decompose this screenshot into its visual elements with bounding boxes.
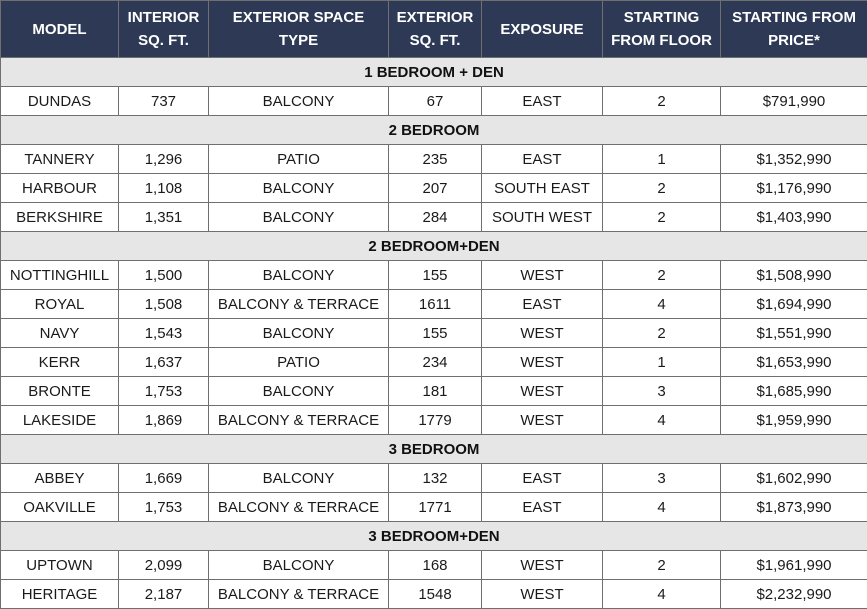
- cell-exterior-type: BALCONY & TERRACE: [209, 580, 389, 609]
- cell-exterior-sqft: 234: [389, 348, 482, 377]
- table-row: [1, 87, 867, 116]
- cell-model: DUNDAS: [1, 87, 119, 116]
- cell-interior-sqft: 1,500: [119, 261, 209, 290]
- cell-exterior-sqft: 155: [389, 261, 482, 290]
- header-model: MODEL: [1, 1, 119, 58]
- cell-exposure: WEST: [482, 580, 603, 609]
- cell-model: NAVY: [1, 319, 119, 348]
- cell-model: TANNERY: [1, 145, 119, 174]
- cell-floor: 2: [603, 319, 721, 348]
- section-header-row: [1, 435, 867, 464]
- section-header-row: [1, 522, 867, 551]
- cell-exterior-type: BALCONY: [209, 203, 389, 232]
- cell-exterior-sqft: 235: [389, 145, 482, 174]
- cell-price: $1,873,990: [721, 493, 867, 522]
- cell-model: UPTOWN: [1, 551, 119, 580]
- cell-interior-sqft: 1,753: [119, 377, 209, 406]
- table-row: [1, 580, 867, 609]
- cell-exterior-type: BALCONY: [209, 464, 389, 493]
- cell-interior-sqft: 1,508: [119, 290, 209, 319]
- cell-price: $791,990: [721, 87, 867, 116]
- cell-exterior-sqft: 155: [389, 319, 482, 348]
- cell-exterior-type: BALCONY & TERRACE: [209, 290, 389, 319]
- cell-interior-sqft: 737: [119, 87, 209, 116]
- cell-floor: 2: [603, 174, 721, 203]
- cell-exterior-type: BALCONY & TERRACE: [209, 406, 389, 435]
- cell-price: $1,403,990: [721, 203, 867, 232]
- cell-price: $2,232,990: [721, 580, 867, 609]
- cell-price: $1,176,990: [721, 174, 867, 203]
- cell-exposure: WEST: [482, 261, 603, 290]
- cell-exterior-sqft: 1548: [389, 580, 482, 609]
- cell-exposure: WEST: [482, 377, 603, 406]
- cell-exterior-type: BALCONY: [209, 87, 389, 116]
- cell-exterior-type: BALCONY & TERRACE: [209, 493, 389, 522]
- cell-exterior-type: PATIO: [209, 348, 389, 377]
- cell-exterior-type: BALCONY: [209, 377, 389, 406]
- cell-floor: 4: [603, 406, 721, 435]
- cell-floor: 2: [603, 87, 721, 116]
- cell-price: $1,551,990: [721, 319, 867, 348]
- cell-floor: 2: [603, 551, 721, 580]
- table-row: [1, 377, 867, 406]
- cell-floor: 4: [603, 493, 721, 522]
- table-row: [1, 464, 867, 493]
- cell-interior-sqft: 1,351: [119, 203, 209, 232]
- cell-exposure: WEST: [482, 348, 603, 377]
- cell-exterior-type: PATIO: [209, 145, 389, 174]
- section-header-row: [1, 232, 867, 261]
- cell-exterior-sqft: 284: [389, 203, 482, 232]
- cell-model: ROYAL: [1, 290, 119, 319]
- cell-exterior-sqft: 168: [389, 551, 482, 580]
- cell-interior-sqft: 2,187: [119, 580, 209, 609]
- cell-exposure: SOUTH EAST: [482, 174, 603, 203]
- cell-floor: 4: [603, 290, 721, 319]
- table-row: [1, 406, 867, 435]
- header-row: [1, 1, 867, 58]
- cell-price: $1,653,990: [721, 348, 867, 377]
- cell-exterior-sqft: 67: [389, 87, 482, 116]
- cell-model: LAKESIDE: [1, 406, 119, 435]
- cell-price: $1,961,990: [721, 551, 867, 580]
- header-exterior-space-type: EXTERIOR SPACE TYPE: [209, 1, 389, 58]
- cell-exterior-sqft: 1611: [389, 290, 482, 319]
- section-title: 3 BEDROOM+DEN: [1, 522, 867, 551]
- cell-exposure: EAST: [482, 145, 603, 174]
- table-row: [1, 551, 867, 580]
- cell-floor: 2: [603, 261, 721, 290]
- cell-model: HERITAGE: [1, 580, 119, 609]
- cell-exterior-type: BALCONY: [209, 319, 389, 348]
- cell-price: $1,508,990: [721, 261, 867, 290]
- cell-exterior-sqft: 181: [389, 377, 482, 406]
- cell-exposure: EAST: [482, 464, 603, 493]
- cell-exposure: SOUTH WEST: [482, 203, 603, 232]
- cell-exposure: EAST: [482, 493, 603, 522]
- cell-exposure: EAST: [482, 290, 603, 319]
- header-interior-sqft: INTERIOR SQ. FT.: [119, 1, 209, 58]
- cell-model: HARBOUR: [1, 174, 119, 203]
- cell-floor: 3: [603, 377, 721, 406]
- cell-interior-sqft: 1,669: [119, 464, 209, 493]
- section-header-row: [1, 116, 867, 145]
- cell-price: $1,352,990: [721, 145, 867, 174]
- cell-interior-sqft: 1,543: [119, 319, 209, 348]
- header-starting-floor: STARTING FROM FLOOR: [603, 1, 721, 58]
- table-row: [1, 203, 867, 232]
- table-body: [1, 58, 867, 609]
- table-row: [1, 261, 867, 290]
- cell-model: BRONTE: [1, 377, 119, 406]
- cell-exterior-sqft: 132: [389, 464, 482, 493]
- cell-exterior-type: BALCONY: [209, 261, 389, 290]
- cell-interior-sqft: 1,637: [119, 348, 209, 377]
- cell-interior-sqft: 1,869: [119, 406, 209, 435]
- cell-interior-sqft: 1,108: [119, 174, 209, 203]
- cell-model: NOTTINGHILL: [1, 261, 119, 290]
- cell-exposure: WEST: [482, 551, 603, 580]
- table-row: [1, 145, 867, 174]
- cell-model: OAKVILLE: [1, 493, 119, 522]
- table-row: [1, 174, 867, 203]
- cell-interior-sqft: 2,099: [119, 551, 209, 580]
- cell-interior-sqft: 1,296: [119, 145, 209, 174]
- table-row: [1, 493, 867, 522]
- cell-exposure: EAST: [482, 87, 603, 116]
- cell-price: $1,685,990: [721, 377, 867, 406]
- cell-exposure: WEST: [482, 319, 603, 348]
- cell-model: BERKSHIRE: [1, 203, 119, 232]
- cell-price: $1,602,990: [721, 464, 867, 493]
- cell-exterior-type: BALCONY: [209, 551, 389, 580]
- section-title: 2 BEDROOM: [1, 116, 867, 145]
- table-row: [1, 348, 867, 377]
- header-starting-price: STARTING FROM PRICE*: [721, 1, 867, 58]
- cell-price: $1,959,990: [721, 406, 867, 435]
- cell-model: KERR: [1, 348, 119, 377]
- cell-floor: 4: [603, 580, 721, 609]
- header-exterior-sqft: EXTERIOR SQ. FT.: [389, 1, 482, 58]
- section-title: 3 BEDROOM: [1, 435, 867, 464]
- cell-floor: 1: [603, 348, 721, 377]
- section-header-row: [1, 58, 867, 87]
- cell-exterior-sqft: 207: [389, 174, 482, 203]
- table-row: [1, 319, 867, 348]
- section-title: 1 BEDROOM + DEN: [1, 58, 867, 87]
- cell-interior-sqft: 1,753: [119, 493, 209, 522]
- cell-exterior-sqft: 1771: [389, 493, 482, 522]
- cell-floor: 3: [603, 464, 721, 493]
- cell-exposure: WEST: [482, 406, 603, 435]
- cell-exterior-type: BALCONY: [209, 174, 389, 203]
- cell-exterior-sqft: 1779: [389, 406, 482, 435]
- header-exposure: EXPOSURE: [482, 1, 603, 58]
- cell-model: ABBEY: [1, 464, 119, 493]
- cell-floor: 2: [603, 203, 721, 232]
- cell-floor: 1: [603, 145, 721, 174]
- table-row: [1, 290, 867, 319]
- section-title: 2 BEDROOM+DEN: [1, 232, 867, 261]
- cell-price: $1,694,990: [721, 290, 867, 319]
